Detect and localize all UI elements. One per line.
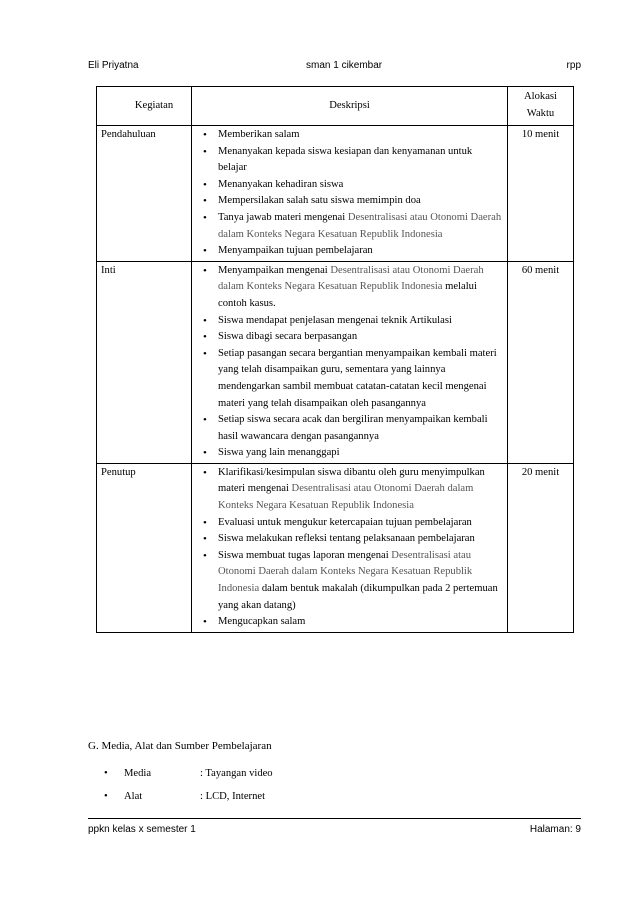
tool-label: Alat [124,791,143,802]
description-list [196,127,503,260]
list-item: • Mengucapkan salam [196,614,503,631]
list-item: • Setiap siswa secara acak dan bergiliran menyampaikan kembali hasil wawancara dengan pasangannya [196,412,503,445]
list-item [196,210,503,243]
list-item: • Siswa dibagi secara berpasangan [196,329,503,346]
footer-page-number: Halaman: 9 [529,824,581,835]
bullet-icon: • [104,791,108,802]
table-header-row [97,87,574,126]
stage-cell: Pendahuluan [97,126,192,262]
item-text: dalam bentuk makalah (dikumpulkan pada 2 pertemuan yang akan datang) [218,583,498,611]
topic-text: Desentralisasi atau Otonomi Daerah dalam Konteks Negara Kesatuan Republik Indonesia [218,483,474,512]
list-item: • Menanyakan kepada siswa kesiapan dan kenyamanan untuk belajar [196,144,503,177]
list-item: • Menanyakan kehadiran siswa [196,177,503,194]
list-item: • Siswa melakukan refleksi tentang pelaksanaan pembelajaran [196,531,503,548]
header-author: Eli Priyatna [88,60,139,71]
item-text: Klarifikasi/kesimpulan siswa dibantu oleh guru menyimpulkan materi mengenai [218,466,485,495]
description-list [196,465,503,631]
list-item: • Siswa yang lain menanggapi [196,445,503,462]
list-item: • Setiap pasangan secara bergantian menyampaikan kembali materi yang telah disampaikan guru, sementara yang lainnya mendengarkan sambil membuat catatan-catatan kecil mengenai materi yang telah disampaikan oleh pasangannya [196,346,503,412]
header-kegiatan: Kegiatan [97,87,192,126]
table-row [97,126,574,262]
time-allocation-cell: 10 menit [508,126,574,262]
time-allocation-cell: 20 menit [508,463,574,632]
list-item: • Evaluasi untuk mengukur ketercapaian tujuan pembelajaran [196,515,503,532]
stage-cell: Inti [97,261,192,463]
media-label: Media [124,768,152,779]
topic-text: Desentralisasi atau Otonomi Daerah dalam Konteks Negara Kesatuan Republik Indonesia [218,211,502,240]
item-text: Menyampaikan mengenai [218,264,331,276]
page-header [88,60,581,74]
media-value: : Tayangan video [200,768,273,779]
topic-text: Desentralisasi atau Otonomi Daerah dalam Konteks Negara Kesatuan Republik Indonesia [218,549,473,595]
time-allocation-cell: 60 menit [508,261,574,463]
item-text: Tanya jawab materi mengenai [218,211,348,223]
section-heading: G. Media, Alat dan Sumber Pembelajaran [88,740,272,752]
list-item [196,548,503,614]
header-alokasi-waktu: Alokasi Waktu [508,87,574,126]
list-item: • Memberikan salam [196,127,503,144]
page-footer [88,818,581,835]
table-row [97,261,574,463]
topic-text: Desentralisasi atau Otonomi Daerah dalam Konteks Negara Kesatuan Republik Indonesia [218,264,484,293]
list-item: • Mempersilakan salah satu siswa memimpin doa [196,193,503,210]
list-item: • Siswa mendapat penjelasan mengenai teknik Artikulasi [196,313,503,330]
header-school: sman 1 cikembar [306,60,383,71]
item-text: Siswa membuat tugas laporan mengenai [218,549,392,561]
header-doc-type: rpp [566,60,581,71]
description-cell [192,463,508,632]
description-cell [192,261,508,463]
list-item [196,263,503,313]
description-list [196,263,503,462]
header-deskripsi: Deskripsi [192,87,508,126]
description-cell [192,126,508,262]
list-item: • Menyampaikan tujuan pembelajaran [196,243,503,260]
list-item [196,465,503,515]
bullet-icon: • [104,768,108,779]
item-text: melalui contoh kasus. [218,281,477,309]
stage-cell: Penutup [97,463,192,632]
tool-value: : LCD, Internet [200,791,266,802]
table-row [97,463,574,632]
activity-table [96,86,574,633]
footer-course: ppkn kelas x semester 1 [88,824,196,835]
